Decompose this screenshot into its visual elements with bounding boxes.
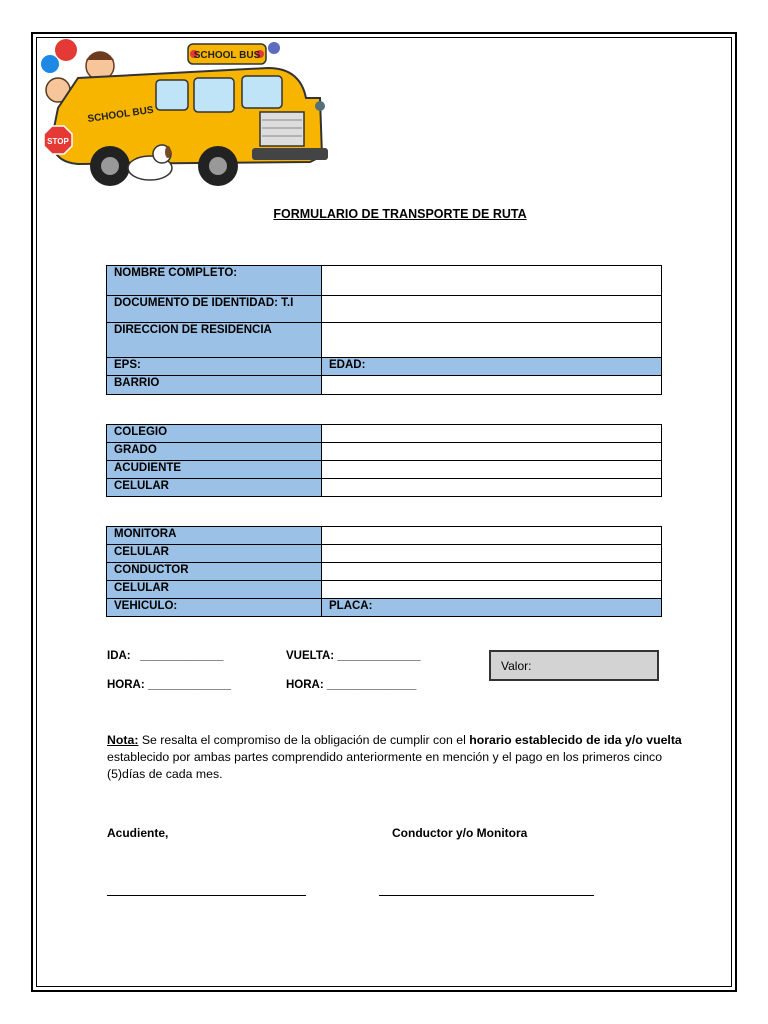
- mirror-icon: [315, 101, 325, 111]
- field-celular-conductor[interactable]: [322, 581, 662, 599]
- svg-text:SCHOOL BUS: SCHOOL BUS: [193, 50, 261, 61]
- field-colegio[interactable]: [322, 425, 662, 443]
- label-barrio: BARRIO: [107, 376, 322, 395]
- balloon-red-icon: [55, 39, 77, 61]
- route-info-table: [106, 526, 662, 617]
- label-vehiculo: VEHICULO:: [107, 599, 322, 617]
- label-conductor: CONDUCTOR: [107, 563, 322, 581]
- signature-line-acudiente[interactable]: [107, 895, 306, 896]
- field-acudiente[interactable]: [322, 461, 662, 479]
- label-celular: CELULAR: [107, 479, 322, 497]
- balloon-blue-icon: [41, 55, 59, 73]
- signature-label-acudiente: Acudiente,: [107, 826, 169, 840]
- note-text-1: Se resalta el compromiso de la obligación de cumplir con el: [138, 733, 470, 747]
- field-celular-monitora[interactable]: [322, 545, 662, 563]
- ida-field[interactable]: IDA: _____________: [107, 650, 224, 662]
- label-acudiente: ACUDIENTE: [107, 461, 322, 479]
- field-conductor[interactable]: [322, 563, 662, 581]
- signature-label-conductor: Conductor y/o Monitora: [392, 826, 528, 840]
- field-grado[interactable]: [322, 443, 662, 461]
- field-celular[interactable]: [322, 479, 662, 497]
- school-info-table: [106, 424, 662, 497]
- svg-text:STOP: STOP: [47, 137, 69, 146]
- svg-text:SCHOOL BUS: SCHOOL BUS: [86, 104, 155, 125]
- label-edad: EDAD:: [322, 358, 662, 376]
- bus-grille-icon: [260, 112, 304, 146]
- label-documento: DOCUMENTO DE IDENTIDAD: T.I: [107, 296, 322, 323]
- form-title: FORMULARIO DE TRANSPORTE DE RUTA: [273, 207, 527, 221]
- field-barrio[interactable]: [322, 376, 662, 395]
- school-bus-illustration: [38, 38, 330, 196]
- valor-label: Valor:: [501, 659, 532, 673]
- note-paragraph: [107, 732, 697, 783]
- hora-vuelta-field[interactable]: HORA: ______________: [286, 679, 417, 691]
- valor-box[interactable]: [489, 650, 659, 681]
- note-bold-text: horario establecido de ida y/o vuelta: [469, 733, 682, 747]
- label-eps: EPS:: [107, 358, 322, 376]
- signature-line-conductor[interactable]: [379, 895, 594, 896]
- student-info-table: [106, 265, 662, 395]
- vuelta-field[interactable]: VUELTA: _____________: [286, 650, 421, 662]
- field-direccion[interactable]: [322, 323, 662, 358]
- note-label: Nota:: [107, 733, 139, 747]
- label-grado: GRADO: [107, 443, 322, 461]
- label-monitora: MONITORA: [107, 527, 322, 545]
- label-nombre: NOMBRE COMPLETO:: [107, 266, 322, 296]
- label-colegio: COLEGIO: [107, 425, 322, 443]
- label-celular-conductor: CELULAR: [107, 581, 322, 599]
- label-direccion: DIRECCION DE RESIDENCIA: [107, 323, 322, 358]
- flower-icon: [268, 42, 280, 54]
- label-celular-monitora: CELULAR: [107, 545, 322, 563]
- field-monitora[interactable]: [322, 527, 662, 545]
- field-nombre[interactable]: [322, 266, 662, 296]
- hora-ida-field[interactable]: HORA: _____________: [107, 679, 232, 691]
- label-placa: PLACA:: [322, 599, 662, 617]
- field-documento[interactable]: [322, 296, 662, 323]
- note-text-2: establecido por ambas partes comprendido anteriormente en mención y el pago en los primeros cinco (5)días de cada mes.: [107, 750, 663, 781]
